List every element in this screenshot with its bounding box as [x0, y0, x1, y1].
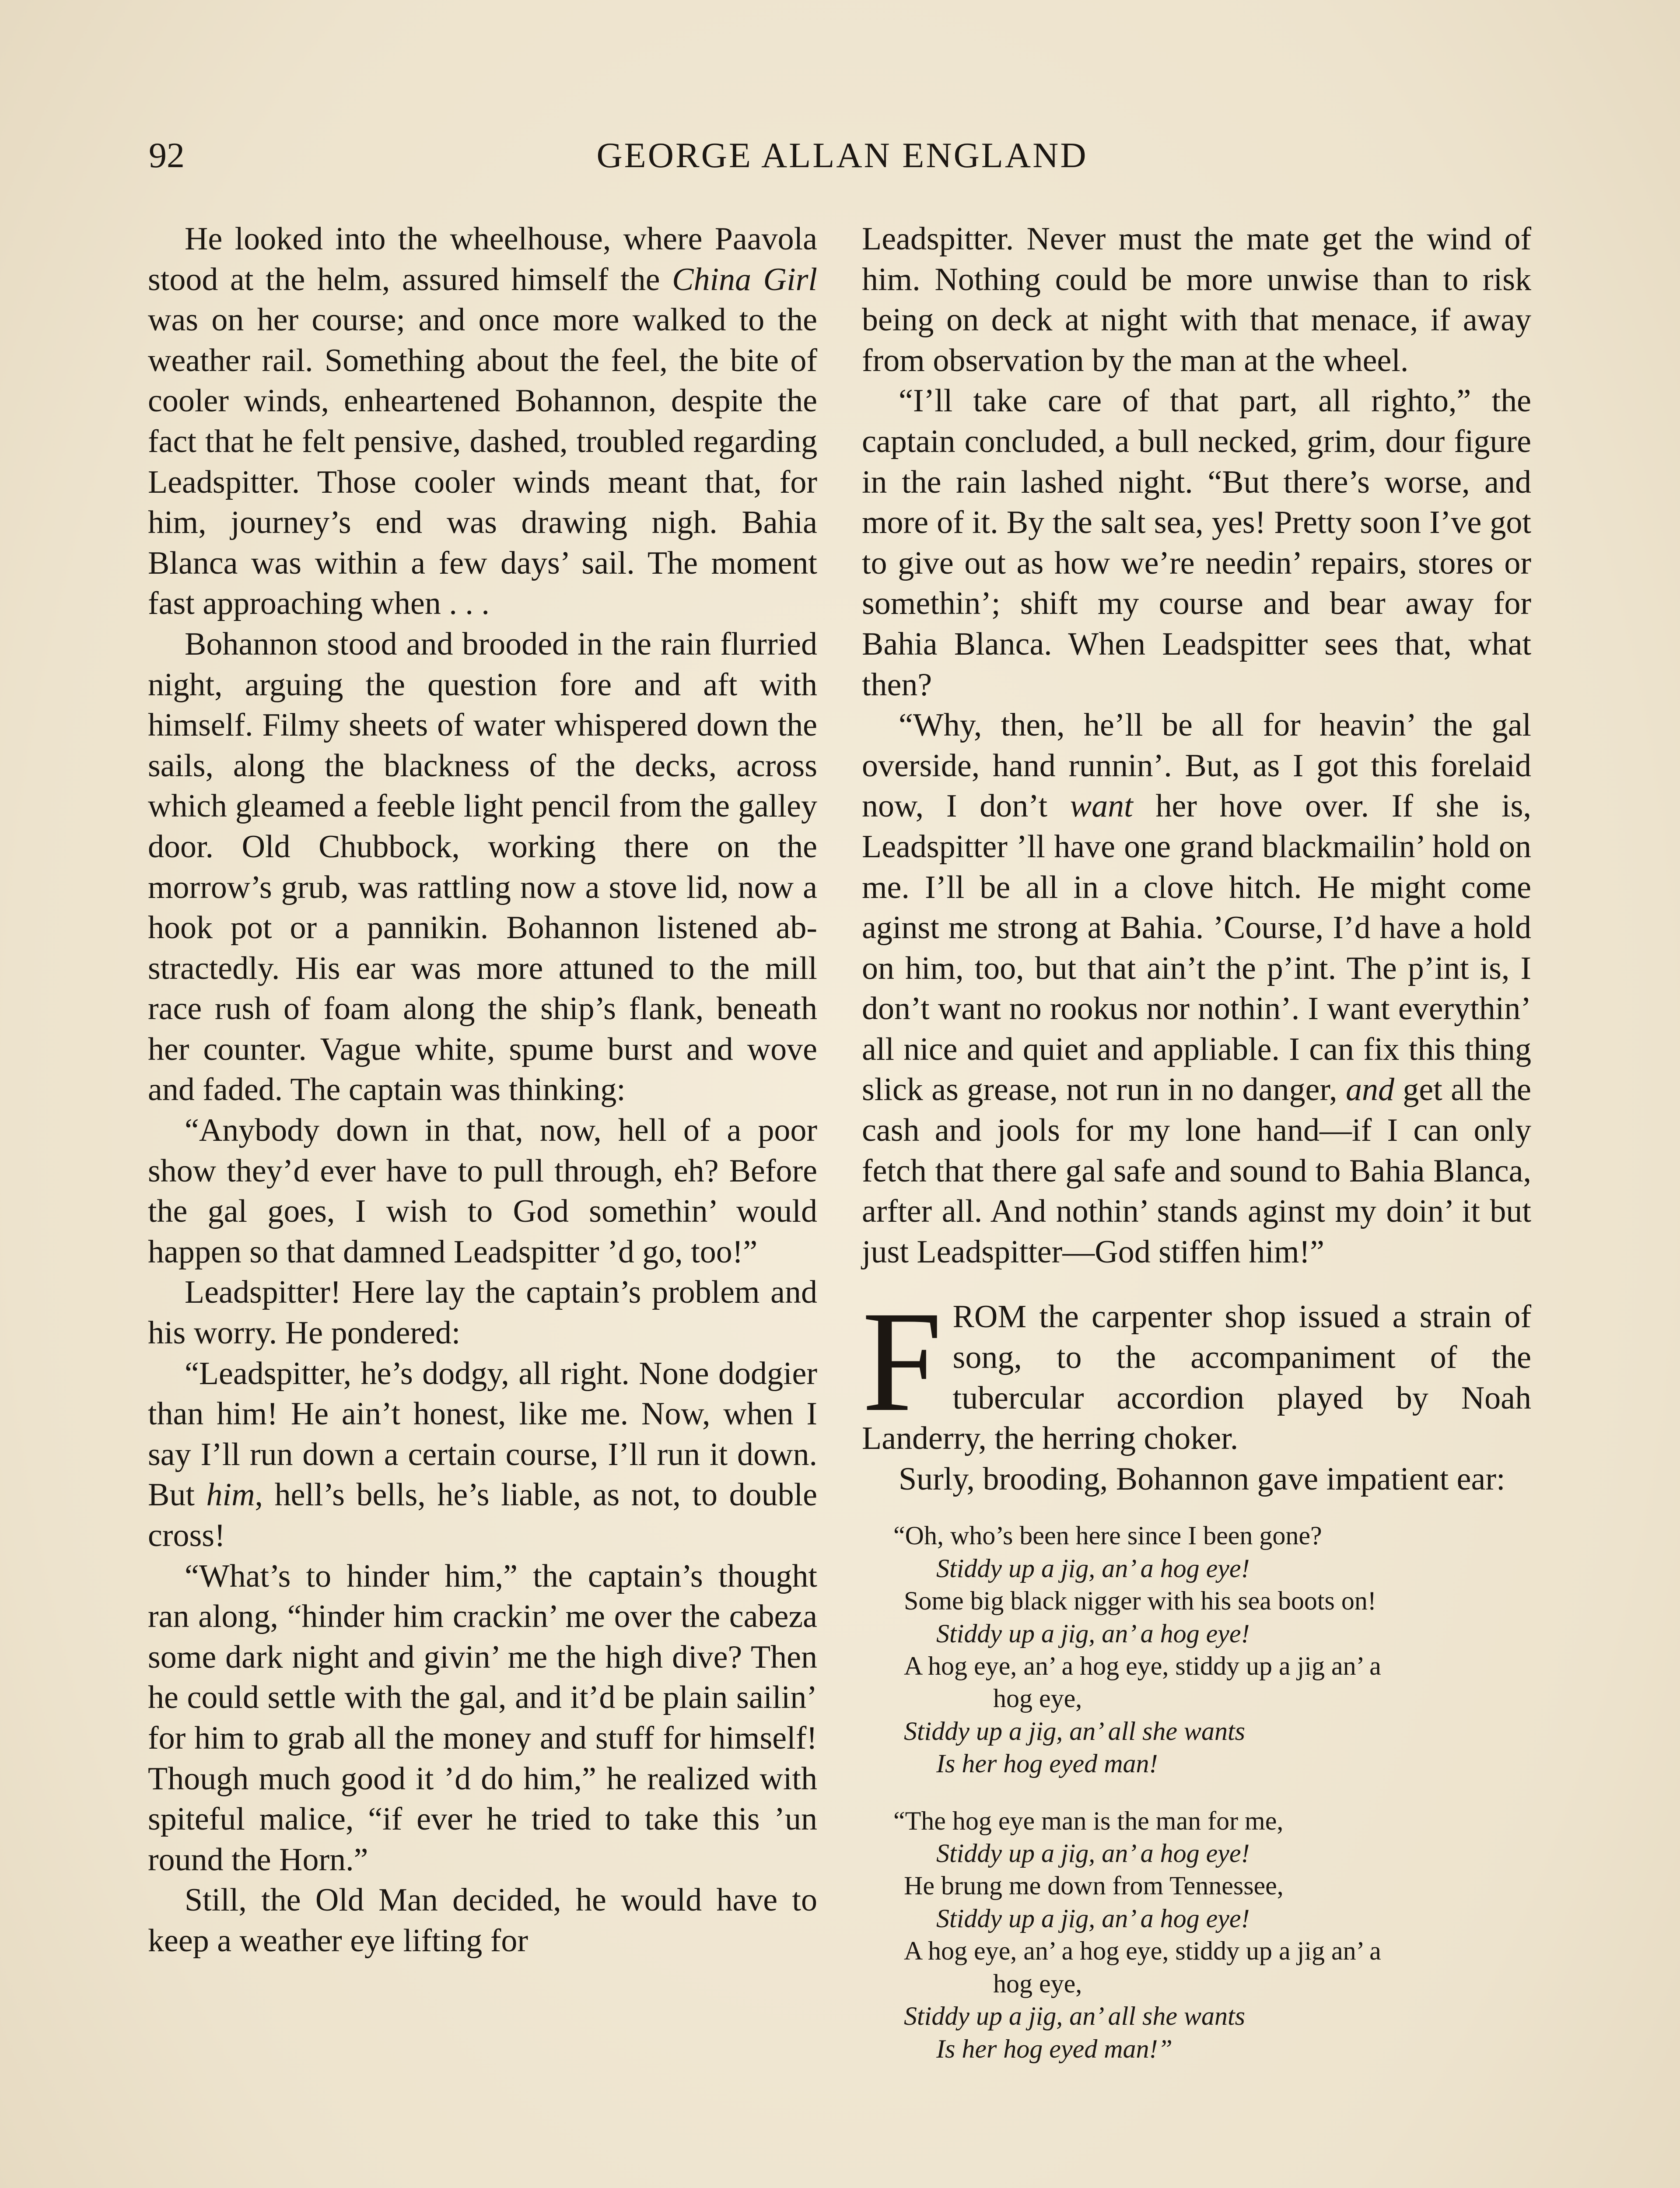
text-run: get all the cash and jools for my lone hand—if I can only fetch that there gal safe and sound to Bahia Blanca, arfter all. And nothin’ stands aginst my doin’ it but just Leadspitter—God stiffen him!” [862, 1072, 1531, 1270]
text-run: , hell’s bells, he’s liable, as not, to double cross! [148, 1477, 818, 1553]
paragraph: “What’s to hinder him,” the captain’s thought ran along, “hinder him crackin’ me over the cabeza some dark night and givin’ me the high dive? Then he could settle with the gal, and it’d be plain sailin’ for him to grab all the money and stuff for himself! Though much good it ’d do him,” he realized with spiteful malice, “if ever he tried to take this ’un round the Horn.” [148, 1558, 817, 1878]
emphasis: and [1345, 1072, 1394, 1108]
paragraph [148, 219, 817, 624]
song-refrain: Stiddy up a jig, an’ a hog eye! [936, 1553, 1250, 1583]
song-line: Some big black nigger with his sea boots on! [904, 1586, 1376, 1616]
song-refrain: Stiddy up a jig, an’ a hog eye! [936, 1904, 1250, 1933]
song-line: A hog eye, an’ a hog eye, stiddy up a jig an’ a [904, 1936, 1381, 1966]
song-verses [862, 1519, 1531, 2065]
paragraph: “Anybody down in that, now, hell of a poor show they’d ever have to pull through, eh? Before the gal goes, I wish to God somethin’ would happen so that damned Leadspitter ’d go, too!” [148, 1112, 817, 1270]
text-run: her hove over. If she is, Leadspitter ’ll have one grand blackmailin’ hold on me. I’ll be all in a clove hitch. He might come aginst me strong at Bahia. ’Course, I’d have a hold on him, too, but that ain’t the p’int. The p’int is, I don’t want no rookus nor nothin’. I want everythin’ all nice and quiet and appliable. I can fix this thing slick as grease, not run in no danger, [862, 788, 1531, 1108]
ship-name: China Girl [672, 261, 817, 298]
section-opening-paragraph [862, 1282, 1531, 1459]
song-line: He brung me down from Tennessee, [904, 1871, 1284, 1900]
paragraph: Surly, brooding, Bohannon gave impatient ear: [899, 1461, 1505, 1497]
song-line: hog eye, [993, 1684, 1082, 1713]
paragraph [148, 1353, 817, 1556]
song-refrain: Stiddy up a jig, an’ a hog eye! [936, 1619, 1250, 1648]
text-run: was on her course; and once more walked to the weather rail. Something about the feel, the bite of cooler winds, enheartened Bohannon, despite the fact that he felt pensive, dashed, troubled regarding Leadspitter. Those cooler winds meant that, for him, journey’s end was drawing nigh. Bahia Blanca was within a few days’ sail. The moment fast approaching when . . . [148, 302, 817, 622]
song-refrain: Stiddy up a jig, an’ all she wants [904, 2002, 1245, 2031]
page-header [149, 131, 1536, 179]
song-stanza [862, 1805, 1531, 2065]
paragraph: Bohannon stood and brooded in the rain flurried night, arguing the question fore and aft with himself. Filmy sheets of water whispered down the sails, along the blackness of the decks, across which gleamed a feeble light pencil from the galley door. Old Chubbock, working there on the morrow’s grub, was rattling now a stove lid, now a hook pot or a pannikin. Bohannon listened abstractedly. His ear was more attuned to the mill race rush of foam along the ship’s flank, beneath her counter. Vague white, spume burst and wove and faded. The captain was thinking: [148, 626, 817, 1108]
song-stanza [862, 1519, 1531, 1780]
song-line: A hog eye, an’ a hog eye, stiddy up a jig an’ a [904, 1652, 1381, 1681]
page-number: 92 [149, 135, 185, 175]
drop-cap: F [862, 1282, 942, 1442]
emphasis: him [206, 1477, 255, 1513]
song-refrain: Is her hog eyed man!” [936, 2034, 1172, 2063]
emphasis: want [1070, 788, 1133, 824]
paragraph [862, 705, 1531, 1272]
left-column [148, 219, 817, 1961]
paragraph: Leadspitter! Here lay the captain’s problem and his worry. He pondered: [148, 1274, 817, 1351]
paragraph: “I’ll take care of that part, all righto,” the captain concluded, a bull necked, grim, dour figure in the rain lashed night. “But there’s worse, and more of it. By the salt sea, yes! Pretty soon I’ve got to give out as how we’re needin’ repairs, stores or somethin’; shift my course and bear away for Bahia Blanca. When Leadspitter sees that, what then? [862, 383, 1531, 703]
right-column [862, 219, 1531, 2065]
song-line: “The hog eye man is the man for me, [893, 1806, 1284, 1835]
text-run: “Why, then, he’ll be all for heavin’ the gal overside, hand runnin’. But, as I got this forelaid now, I don’t [862, 707, 1531, 824]
text-run: ROM the carpenter shop issued a strain of song, to the accompaniment of the tubercular accordion played by Noah Landerry, the herring choker. [862, 1299, 1531, 1457]
running-head: GEORGE ALLAN ENGLAND [596, 135, 1088, 175]
song-line: “Oh, who’s been here since I been gone? [893, 1521, 1322, 1550]
song-refrain: Is her hog eyed man! [936, 1749, 1158, 1778]
song-refrain: Stiddy up a jig, an’ a hog eye! [936, 1839, 1250, 1868]
paragraph: Still, the Old Man decided, he would have to keep a weather eye lifting for [148, 1882, 817, 1959]
song-line: hog eye, [993, 1969, 1082, 1998]
paragraph: Leadspitter. Never must the mate get the wind of him. Nothing could be more unwise than to risk being on deck at night with that menace, if away from observation by the man at the wheel. [862, 221, 1531, 379]
text-run: “Leadspitter, he’s dodgy, all right. None dodgier than him! He ain’t honest, like me. Now, when I say I’ll run down a certain course, I’ll run it down. But [148, 1355, 817, 1513]
song-refrain: Stiddy up a jig, an’ all she wants [904, 1716, 1245, 1746]
text-run: He looked into the wheelhouse, where Paavola stood at the helm, assured himself the [148, 221, 817, 298]
